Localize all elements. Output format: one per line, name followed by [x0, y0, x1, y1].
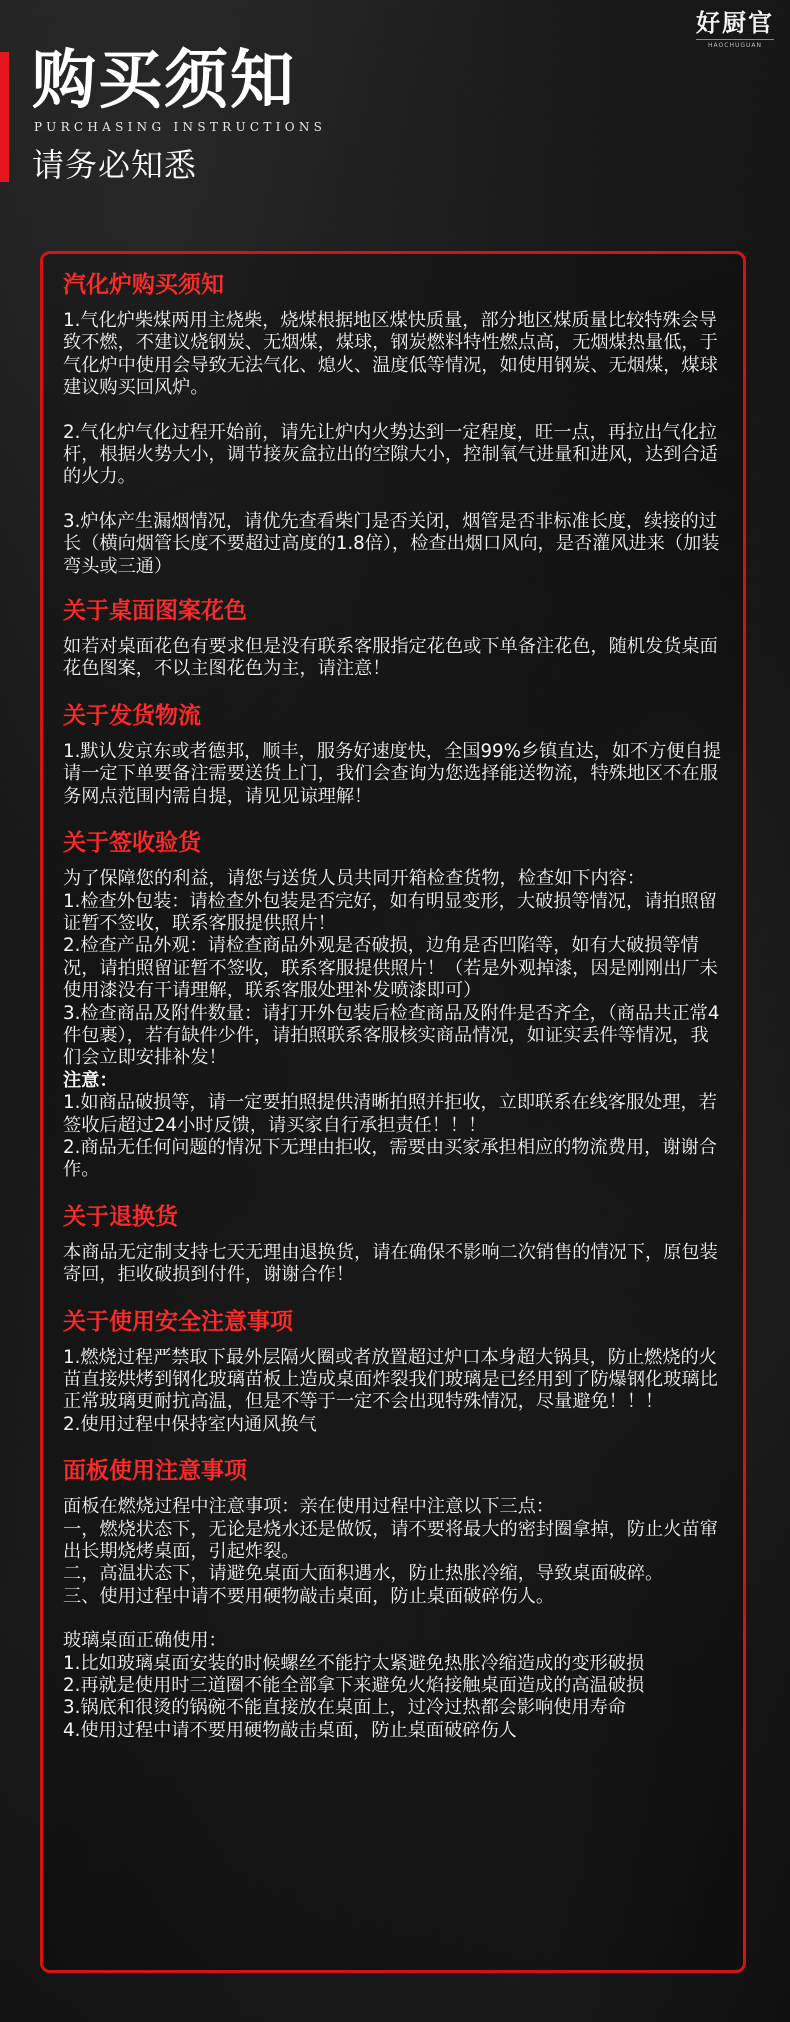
paragraph: 1.检查外包装：请检查外包装是否完好，如有明显变形，大破损等情况，请拍照留证暂不签收，联系客服提供照片！	[63, 890, 717, 934]
paragraph: 二，高温状态下，请避免桌面大面积遇水，防止热胀冷缩，导致桌面破碎。	[63, 1563, 664, 1585]
paragraph: 2.气化炉气化过程开始前，请先让炉内火势达到一定程度，旺一点，再拉出气化拉杆，根据火势大小，调节接灰盒拉出的空隙大小，控制氧气进量和进风，达到合适的火力。	[63, 421, 718, 488]
section-delivery-inspection	[63, 826, 725, 1182]
section-title: 关于桌面图案花色	[63, 598, 247, 625]
paragraph: 1.气化炉柴煤两用主烧柴，烧煤根据地区煤快质量，部分地区煤质量比较特殊会导致不燃，不建议烧钢炭、无烟煤，煤球，钢炭燃料特性燃点高，无烟煤热量低，于气化炉中使用会导致无法气化、熄火、温度低等情况，如使用钢炭、无烟煤，煤球建议购买回风炉。	[63, 310, 718, 399]
paragraph: 面板在燃烧过程中注意事项：亲在使用过程中注意以下三点：	[63, 1496, 555, 1518]
note-label: 注意：	[63, 1069, 118, 1091]
instructions-panel	[40, 251, 746, 1973]
page-title: 购买须知	[32, 44, 296, 118]
paragraph: 1.如商品破损等，请一定要拍照提供清晰拍照并拒收，立即联系在线客服处理，若签收后超过24小时反馈，请买家自行承担责任！！！	[63, 1092, 717, 1136]
paragraph: 3.炉体产生漏烟情况，请优先查看柴门是否关闭，烟管是否非标准长度，续接的过长（横向烟管长度不要超过高度的1.8倍），检查出烟口风向，是否灌风进来（加装弯头或三通）	[63, 510, 720, 577]
paragraph: 一，燃烧状态下，无论是烧水还是做饭，请不要将最大的密封圈拿掉，防止火苗窜出长期烧烤桌面，引起炸裂。	[63, 1518, 718, 1563]
section-title: 面板使用注意事项	[63, 1458, 247, 1485]
paragraph: 为了保障您的利益，请您与送货人员共同开箱检查货物，检查如下内容：	[63, 868, 646, 890]
section-title: 关于使用安全注意事项	[63, 1308, 293, 1335]
section-safety	[63, 1305, 725, 1437]
paragraph: 1.燃烧过程严禁取下最外层隔火圈或者放置超过炉口本身超大锅具，防止燃烧的火苗直接烘烤到钢化玻璃苗板上造成桌面炸裂我们玻璃是已经用到了防爆钢化玻璃比正常玻璃更耐抗高温，但是不等于一定不会出现特殊情况，尽量避免！！！	[63, 1346, 718, 1413]
section-title: 汽化炉购买须知	[63, 272, 224, 298]
paragraph: 3.锅底和很烫的锅碗不能直接放在桌面上，过冷过热都会影响使用寿命	[63, 1697, 626, 1719]
glass-usage-title: 玻璃桌面正确使用：	[63, 1630, 227, 1652]
section-title: 关于签收验货	[63, 830, 201, 857]
paragraph: 如若对桌面花色有要求但是没有联系客服指定花色或下单备注花色，随机发货桌面花色图案，不以主图花色为主，请注意！	[63, 636, 718, 680]
paragraph: 1.比如玻璃桌面安装的时候螺丝不能拧太紧避免热胀冷缩造成的变形破损	[63, 1652, 645, 1674]
paragraph: 4.使用过程中请不要用硬物敲击桌面，防止桌面破碎伤人	[63, 1719, 517, 1741]
brand-logo	[696, 8, 774, 49]
section-panel-usage	[63, 1454, 725, 1742]
section-title: 关于发货物流	[63, 702, 201, 729]
page-subtitle-english: PURCHASING INSTRUCTIONS	[34, 120, 327, 134]
paragraph: 2.再就是使用时三道圈不能全部拿下来避免火焰接触桌面造成的高温破损	[63, 1675, 645, 1697]
paragraph: 2.商品无任何问题的情况下无理由拒收，需要由买家承担相应的物流费用，谢谢合作。	[63, 1136, 717, 1181]
paragraph: 3.检查商品及附件数量：请打开外包装后检查商品及附件是否齐全，（商品共正常4件包裹），若有缺件少件，请拍照联系客服核实商品情况，如证实丢件等情况，我们会立即安排补发！	[63, 1002, 720, 1069]
paragraph: 2.使用过程中保持室内通风换气	[63, 1413, 317, 1435]
section-shipping	[63, 699, 725, 808]
page-subtitle-chinese: 请务必知悉	[32, 146, 198, 184]
section-title: 关于退换货	[63, 1203, 178, 1230]
title-accent-bar	[0, 52, 9, 182]
paragraph: 本商品无定制支持七天无理由退换货，请在确保不影响二次销售的情况下，原包装寄回，拒收破损到付件，谢谢合作！	[63, 1241, 718, 1286]
brand-name: 好厨官	[696, 8, 774, 37]
paragraph: 1.默认发京东或者德邦，顺丰，服务好速度快，全国99%乡镇直达，如不方便自提请一定下单要备注需要送货上门，我们会查询为您选择能送物流，特殊地区不在服务网点范围内需自提，请见见谅理解！	[63, 740, 721, 807]
section-gasifier-stove	[63, 268, 725, 578]
paragraph: 2.检查产品外观：请检查商品外观是否破损，边角是否凹陷等，如有大破损等情况，请拍照留证暂不签收，联系客服提供照片！（若是外观掉漆，因是刚刚出厂未使用漆没有干请理解，联系客服处理补发喷漆即可）	[63, 935, 718, 1002]
section-returns	[63, 1200, 725, 1287]
paragraph: 三、使用过程中请不要用硬物敲击桌面，防止桌面破碎伤人。	[63, 1585, 555, 1607]
section-table-pattern	[63, 594, 725, 681]
brand-subtitle: HAOCHUGUAN	[696, 39, 774, 49]
